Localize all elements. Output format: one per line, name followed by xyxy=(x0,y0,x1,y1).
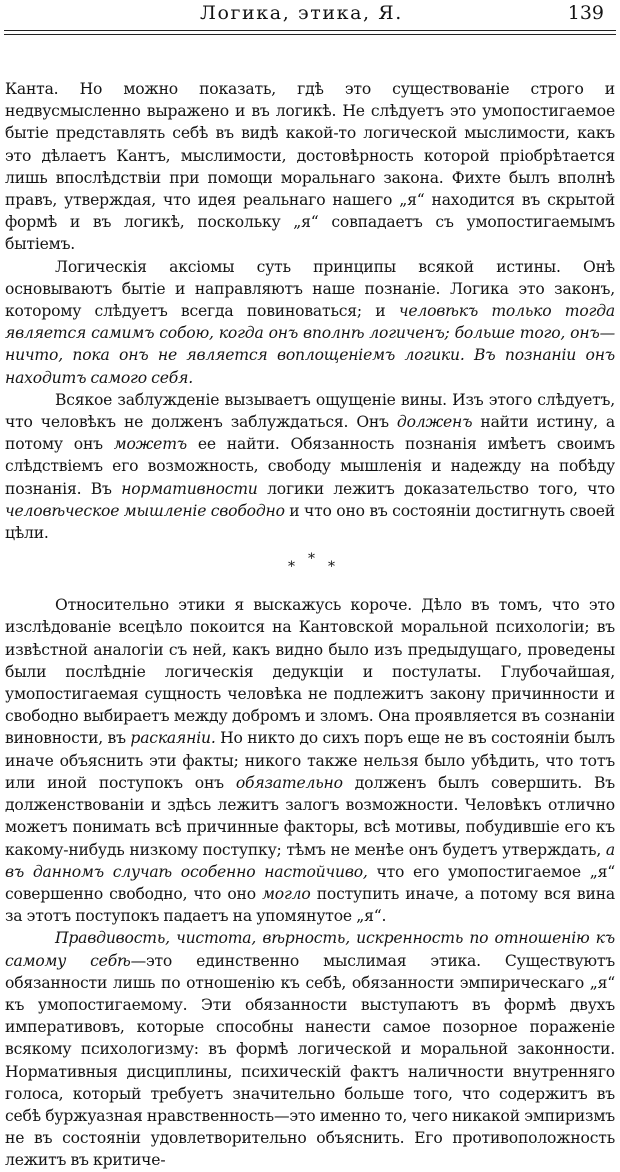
paragraph-4-emphasis-h: могло xyxy=(262,884,311,903)
paragraph-4-text-i: поступить иначе, а потому вся вина за этотъ поступокъ падаетъ на упомянутое „я“. xyxy=(5,884,615,926)
body-text xyxy=(5,78,615,1172)
header-rule-top xyxy=(4,30,616,31)
page-header xyxy=(0,0,620,30)
paragraph-1 xyxy=(5,78,615,256)
paragraph-3-text-a: Всякое заблужденіе вызываетъ ощущеніе вины. Изъ этого слѣдуетъ, что человѣкъ не долженъ заблуждаться. Онъ xyxy=(5,390,615,432)
asterisk-right: * xyxy=(328,559,335,576)
paragraph-2 xyxy=(5,256,615,389)
paragraph-3-text-c: найти истину, а потому онъ xyxy=(5,413,615,454)
paragraph-3-emphasis-d: можетъ xyxy=(113,435,187,454)
paragraph-3-emphasis-f: нормативности xyxy=(121,479,258,498)
paragraph-4-text-a: Относительно этики я выскажусь короче. Дѣло въ томъ, что это изслѣдованіе всецѣло покоится на Кантовской моральной психологіи; въ извѣстной аналогіи съ ней, какъ видно было изъ предыдущаго, проведены были послѣдніе логическія дедукціи и постулаты. Глубочайшая, умопостигаемая сущность человѣка не подлежитъ закону причинности и свободно выбираетъ между добромъ и зломъ. Она проявляется въ сознаніи виновности, въ xyxy=(5,596,615,748)
paragraph-2-emphasis: человѣкъ только тогда является самимъ собою, когда онъ вполнѣ логиченъ; больше того, онъ—ничто, пока онъ не является воплощеніемъ логики. Въ познаніи онъ находитъ самого себя. xyxy=(5,302,615,387)
paragraph-4-text-e: долженъ былъ совершить. Въ долженствованіи и здѣсь лежитъ залогъ возможности. Человѣкъ отлично можетъ понимать всѣ причинные факторы, всѣ мотивы, побудившіе его къ какому-нибудь низкому поступку; тѣмъ не менѣе онъ будетъ утверждать, xyxy=(5,773,615,859)
paragraph-1-text: Канта. Но можно показать, гдѣ это существованіе строго и недвусмысленно выражено и въ логикѣ. Не слѣдуетъ это умопостигаемое бытіе представлять себѣ въ видѣ какой-то логической мыслимости, какъ это дѣлаетъ Кантъ, мыслимости, достовѣрность которой пріобрѣтается лишь впослѣдствіи при помощи моральнаго закона. Фихте былъ вполнѣ правъ, утверждая, что идея реальнаго нашего „я“ находится въ скрытой формѣ и въ логикѣ, поскольку „я“ совпадаетъ съ умопостигаемымъ бытіемъ. xyxy=(5,80,615,254)
paragraph-5-emphasis-a: Правдивость, чистота, вѣрность, искренность по отношенію къ самому себѣ xyxy=(5,929,615,970)
paragraph-3-text-i: и что оно въ состояніи достигнуть своей цѣли. xyxy=(5,501,615,543)
paragraph-3-emphasis-b: долженъ xyxy=(396,413,473,432)
header-rule-bottom xyxy=(4,34,616,35)
section-asterism xyxy=(5,550,615,576)
paragraph-5-text-b: —это единственно мыслимая этика. Существуютъ обязанности лишь по отношенію къ себѣ, обязанности эмпирическаго „я“ къ умопостигаемому. Эти обязанности выступаютъ въ формѣ двухъ императивовъ, которые способны нанести самое позорное пораженіе всякому психологизму: въ формѣ логической и моральной законности. Нормативныя дисциплины, психическій фактъ наличности внутренняго голоса, который требуетъ значительно больше того, что содержитъ въ себѣ буржуазная нравственность—это именно то, чего никакой эмпиризмъ не въ состояніи удовлетворительно объяснить. Его противоположность лежитъ въ критиче- xyxy=(5,951,615,1170)
page-number: 139 xyxy=(567,2,604,24)
paragraph-4-emphasis-f: а въ данномъ случаѣ особенно настойчиво, xyxy=(5,840,615,881)
paragraph-3-text-e: ее найти. Обязанность познанія имѣетъ своимъ слѣдствіемъ его возможность, свободу мышленія и надежду на побѣду познанія. Въ xyxy=(5,435,615,498)
paragraph-4-text-c: Но никто до сихъ поръ еще не въ состояніи былъ иначе объяснить эти факты; никого также нельзя было убѣдить, что тотъ или иной поступокъ онъ xyxy=(5,729,616,792)
paragraph-3 xyxy=(5,389,615,544)
paragraph-3-emphasis-h: человѣческое мышленіе свободно xyxy=(5,501,285,520)
paragraph-4-text-g: что его умопостигаемое „я“ совершенно свободно, что оно xyxy=(5,862,615,903)
paragraph-4-emphasis-b: раскаяніи. xyxy=(130,729,216,748)
running-title: Логика, этика, Я. xyxy=(200,2,403,24)
paragraph-4-emphasis-d: обязательно xyxy=(235,773,343,792)
paragraph-3-text-g: логики лежитъ доказательство того, что xyxy=(257,479,615,498)
asterisk-top: * xyxy=(308,551,315,568)
paragraph-2-text: Логическія аксіомы суть принципы всякой истины. Онѣ основываютъ бытіе и направляютъ наше познаніе. Логика это законъ, которому слѣдуетъ всегда повиноваться; и xyxy=(5,257,615,321)
asterisk-left: * xyxy=(288,559,295,576)
paragraph-4 xyxy=(5,594,615,927)
paragraph-5 xyxy=(5,927,615,1171)
